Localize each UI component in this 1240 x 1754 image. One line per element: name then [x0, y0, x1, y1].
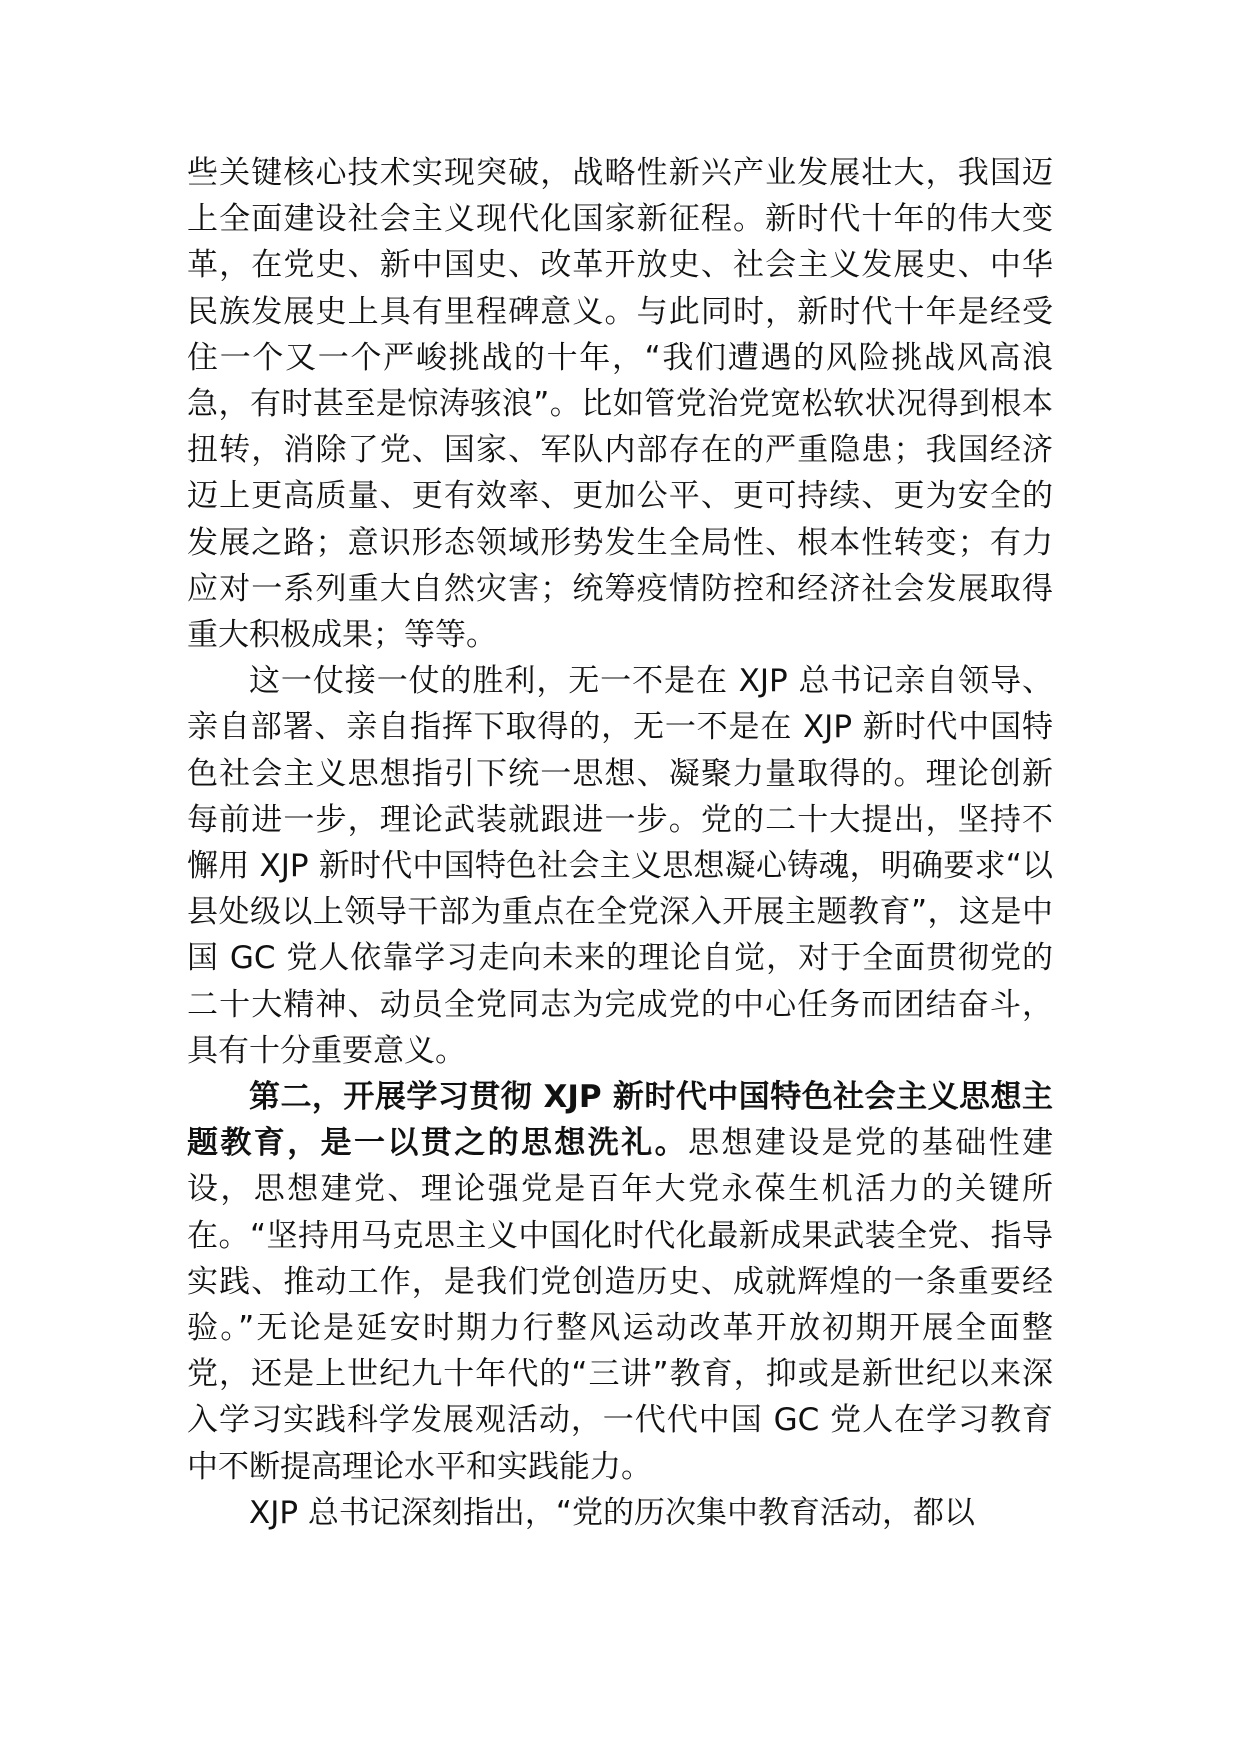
body-paragraph-1 — [187, 150, 1053, 658]
paragraph-text: XJP 总书记深刻指出，“党的历次集中教育活动，都以 — [249, 1494, 975, 1531]
body-paragraph-4 — [187, 1490, 1053, 1536]
document-page — [187, 150, 1053, 1536]
paragraph-text: 思想建设是党的基础性建设，思想建党、理论强党是百年大党永葆生机活力的关键所在。“坚持用马克思主义中国化时代化最新成果武装全党、指导实践、推动工作，是我们党创造历史、成就辉煌的一条重要经验。”无论是延安时期力行整风运动改革开放初期开展全面整党，还是上世纪九十年代的“三讲”教育，抑或是新世纪以来深入学习实践科学发展观活动，一代代中国 GC 党人在学习教育中不断提高理论水平和实践能力。 — [187, 1125, 1053, 1485]
body-paragraph-3 — [187, 1074, 1053, 1490]
paragraph-lead-sentence: 第二，开展学习贯彻 XJP 新时代中国特色社会主义思想主题教育，是一以贯之的思想洗礼。 — [187, 1079, 1053, 1162]
paragraph-text: 这一仗接一仗的胜利，无一不是在 XJP 总书记亲自领导、亲自部署、亲自指挥下取得的，无一不是在 XJP 新时代中国特色社会主义思想指引下统一思想、凝聚力量取得的。理论创新每前进一步，理论武装就跟进一步。党的二十大提出，坚持不懈用 XJP 新时代中国特色社会主义思想凝心铸魂，明确要求“以县处级以上领导干部为重点在全党深入开展主题教育”，这是中国 GC 党人依靠学习走向未来的理论自觉，对于全面贯彻党的二十大精神、动员全党同志为完成党的中心任务而团结奋斗，具有十分重要意义。 — [187, 663, 1053, 1069]
body-paragraph-2 — [187, 658, 1053, 1074]
paragraph-text: 些关键核心技术实现突破，战略性新兴产业发展壮大，我国迈上全面建设社会主义现代化国家新征程。新时代十年的伟大变革，在党史、新中国史、改革开放史、社会主义发展史、中华民族发展史上具有里程碑意义。与此同时，新时代十年是经受住一个又一个严峻挑战的十年，“我们遭遇的风险挑战风高浪急，有时甚至是惊涛骇浪”。比如管党治党宽松软状况得到根本扭转，消除了党、国家、军队内部存在的严重隐患；我国经济迈上更高质量、更有效率、更加公平、更可持续、更为安全的发展之路；意识形态领域形势发生全局性、根本性转变；有力应对一系列重大自然灾害；统筹疫情防控和经济社会发展取得重大积极成果；等等。 — [187, 155, 1053, 654]
